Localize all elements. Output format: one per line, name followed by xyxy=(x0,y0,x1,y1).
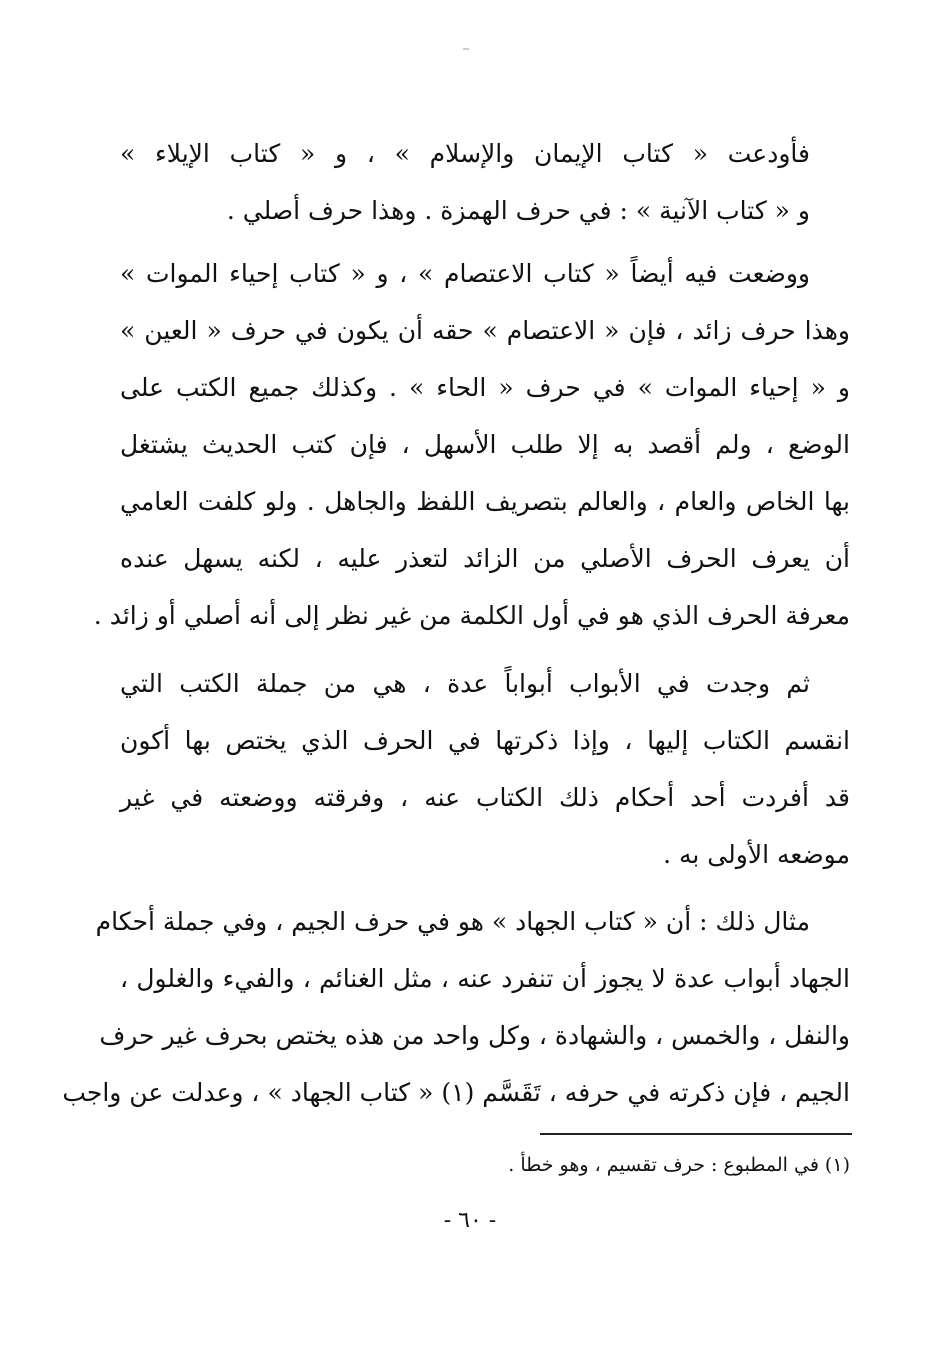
footnote: (١) في المطبوع : حرف تقسيم ، وهو خطأ . xyxy=(508,1154,850,1176)
text-line: موضعه الأولى به . xyxy=(663,840,850,869)
text-line: والنفل ، والخمس ، والشهادة ، وكل واحد من هذه يختص بحرف غير حرف xyxy=(99,1021,850,1050)
text-line: و « إحياء الموات » في حرف « الحاء » . وكذلك جميع الكتب على xyxy=(120,373,850,402)
footnote-divider xyxy=(540,1133,852,1135)
paragraph-3 xyxy=(120,655,850,883)
scan-speck xyxy=(463,48,469,50)
paragraph-4 xyxy=(62,893,850,1121)
text-line: الوضع ، ولم أقصد به إلا طلب الأسهل ، فإن كتب الحديث يشتغل xyxy=(120,430,850,459)
text-line: وهذا حرف زائد ، فإن « الاعتصام » حقه أن يكون في حرف « العين » xyxy=(120,316,850,345)
text-line: أن يعرف الحرف الأصلي من الزائد لتعذر عليه ، لكنه يسهل عنده xyxy=(120,544,850,573)
text-line: مثال ذلك : أن « كتاب الجهاد » هو في حرف الجيم ، وفي جملة أحكام xyxy=(95,907,810,936)
text-line: معرفة الحرف الذي هو في أول الكلمة من غير نظر إلى أنه أصلي أو زائد . xyxy=(93,601,850,630)
text-line: انقسم الكتاب إليها ، وإذا ذكرتها في الحرف الذي يختص بها أكون xyxy=(120,726,850,755)
text-line: فأودعت « كتاب الإيمان والإسلام » ، و « كتاب الإيلاء » xyxy=(120,139,810,168)
text-line: ووضعت فيه أيضاً « كتاب الاعتصام » ، و « كتاب إحياء الموات » xyxy=(120,259,810,288)
text-line: بها الخاص والعام ، والعالم بتصريف اللفظ والجاهل . ولو كلفت العامي xyxy=(120,487,850,516)
page-number: - ٦٠ - xyxy=(443,1208,497,1233)
text-line: الجهاد أبواب عدة لا يجوز أن تنفرد عنه ، مثل الغنائم ، والفيء والغلول ، xyxy=(120,964,850,993)
paragraph-2 xyxy=(93,245,850,644)
text-line: الجيم ، فإن ذكرته في حرفه ، تَقَسَّم (١) « كتاب الجهاد » ، وعدلت عن واجب xyxy=(62,1078,850,1107)
text-line: ثم وجدت في الأبواب أبواباً عدة ، هي من جملة الكتب التي xyxy=(120,669,810,698)
paragraph-1 xyxy=(120,125,850,239)
text-line: و « كتاب الآنية » : في حرف الهمزة . وهذا حرف أصلي . xyxy=(226,196,810,225)
text-line: قد أفردت أحد أحكام ذلك الكتاب عنه ، وفرقته ووضعته في غير xyxy=(120,783,850,812)
